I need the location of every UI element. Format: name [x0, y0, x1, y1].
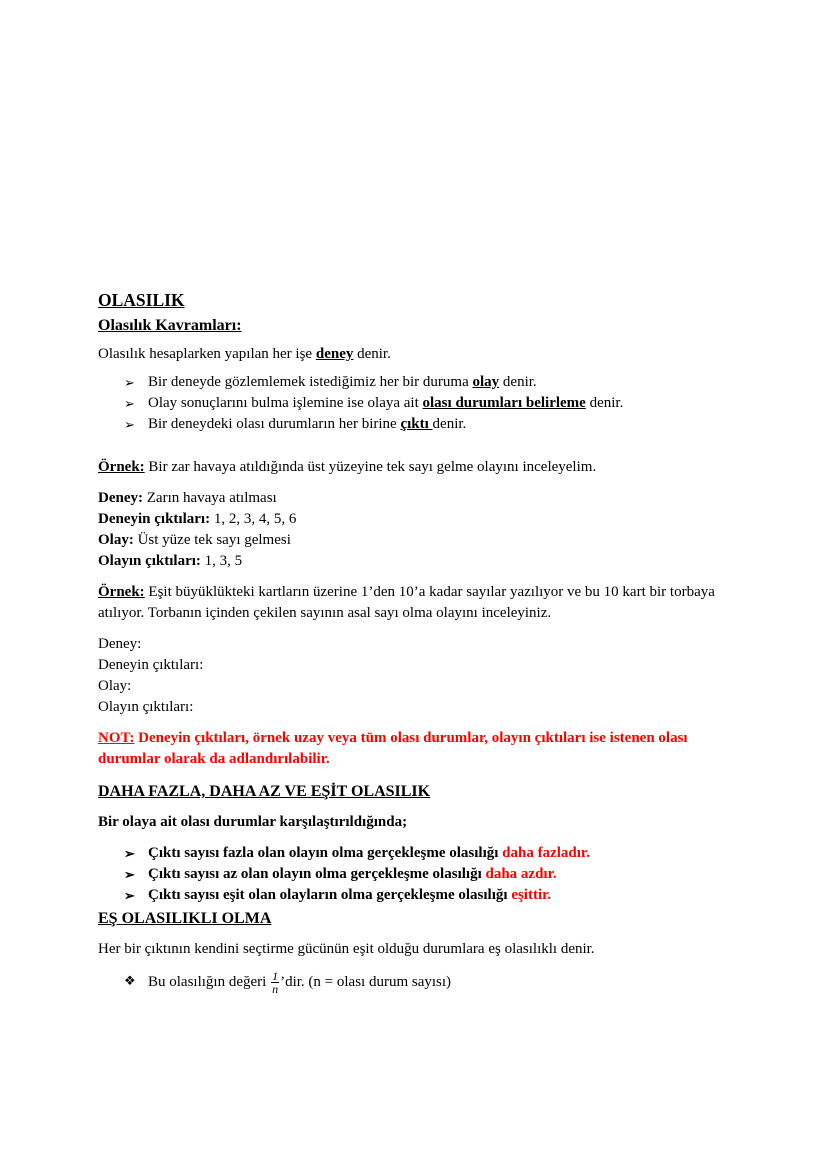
list-item: ➢ Bir deneyde gözlemlemek istediğimiz her bir duruma olay denir.	[124, 372, 738, 393]
detail-row: Olay: Üst yüze tek sayı gelmesi	[98, 532, 291, 548]
detail-row: Olayın çıktıları:	[98, 699, 194, 715]
equal-heading: EŞ OLASILIKLI OLMA	[98, 910, 272, 927]
list-item: ❖ Bu olasılığın değeri $\frac{1}{n}$ ’dir. (n = olası durum sayısı)	[124, 969, 452, 996]
example1-details	[98, 488, 738, 572]
concepts-intro: Olasılık hesaplarken yapılan her işe deney denir.	[98, 346, 391, 362]
note-label: NOT:	[98, 730, 135, 746]
detail-row: Deneyin çıktıları: 1, 2, 3, 4, 5, 6	[98, 511, 297, 527]
detail-row: Olayın çıktıları: 1, 3, 5	[98, 553, 243, 569]
list-item: ➢ Çıktı sayısı fazla olan olayın olma gerçekleşme olasılığı daha fazladır.	[124, 843, 738, 864]
document-page	[98, 290, 738, 995]
list-item: ➢ Olay sonuçlarını bulma işlemine ise olaya ait olası durumları belirleme denir.	[124, 393, 738, 414]
arrow-bullet-icon: ➢	[124, 888, 135, 903]
comparison-intro: Bir olaya ait olası durumlar karşılaştırıldığında;	[98, 814, 408, 830]
example2-statement: Örnek: Eşit büyüklükteki kartların üzerine 1’den 10’a kadar sayılar yazılıyor ve bu 10 kart bir torbaya atılıyor. Torbanın içinden çekilen sayının asal sayı olma olayını inceleyiniz.	[98, 584, 715, 621]
arrow-bullet-icon: ➢	[124, 417, 135, 432]
equal-list	[98, 970, 738, 995]
list-item: ➢ Çıktı sayısı az olan olayın olma gerçekleşme olasılığı daha azdır.	[124, 864, 738, 885]
example2-label: Örnek:	[98, 584, 145, 600]
diamond-bullet-icon: ❖	[124, 973, 136, 988]
term-cikti: çıktı	[400, 416, 433, 432]
concepts-heading: Olasılık Kavramları:	[98, 317, 242, 334]
example2-details	[98, 634, 738, 718]
example1-label: Örnek:	[98, 459, 145, 475]
fraction-1-over-n: $\frac{1}{n}$	[272, 969, 279, 996]
example1-statement: Örnek: Bir zar havaya atıldığında üst yüzeyine tek sayı gelme olayını inceleyelim.	[98, 459, 597, 475]
comparison-list	[98, 843, 738, 906]
arrow-bullet-icon: ➢	[124, 375, 135, 390]
list-item: ➢ Bir deneydeki olası durumların her birine çıktı denir.	[124, 414, 738, 435]
page-title: OLASILIK	[98, 290, 185, 310]
detail-row: Olay:	[98, 678, 132, 694]
arrow-bullet-icon: ➢	[124, 396, 135, 411]
term-olay: olay	[472, 374, 500, 390]
term-olasi-durumlar: olası durumları belirleme	[422, 395, 586, 411]
arrow-bullet-icon: ➢	[124, 867, 135, 882]
detail-row: Deneyin çıktıları:	[98, 657, 204, 673]
arrow-bullet-icon: ➢	[124, 846, 135, 861]
term-deney: deney	[315, 346, 354, 362]
note: NOT: Deneyin çıktıları, örnek uzay veya tüm olası durumlar, olayın çıktıları ise istenen olası durumlar olarak da adlandırılabilir.	[98, 730, 688, 767]
comparison-heading: DAHA FAZLA, DAHA AZ VE EŞİT OLASILIK	[98, 783, 431, 800]
detail-row: Deney:	[98, 636, 142, 652]
concepts-list	[98, 372, 738, 435]
list-item: ➢ Çıktı sayısı eşit olan olayların olma gerçekleşme olasılığı eşittir.	[124, 885, 738, 906]
detail-row: Deney: Zarın havaya atılması	[98, 490, 277, 506]
equal-text: Her bir çıktının kendini seçtirme gücünün eşit olduğu durumlara eş olasılıklı denir.	[98, 941, 595, 957]
